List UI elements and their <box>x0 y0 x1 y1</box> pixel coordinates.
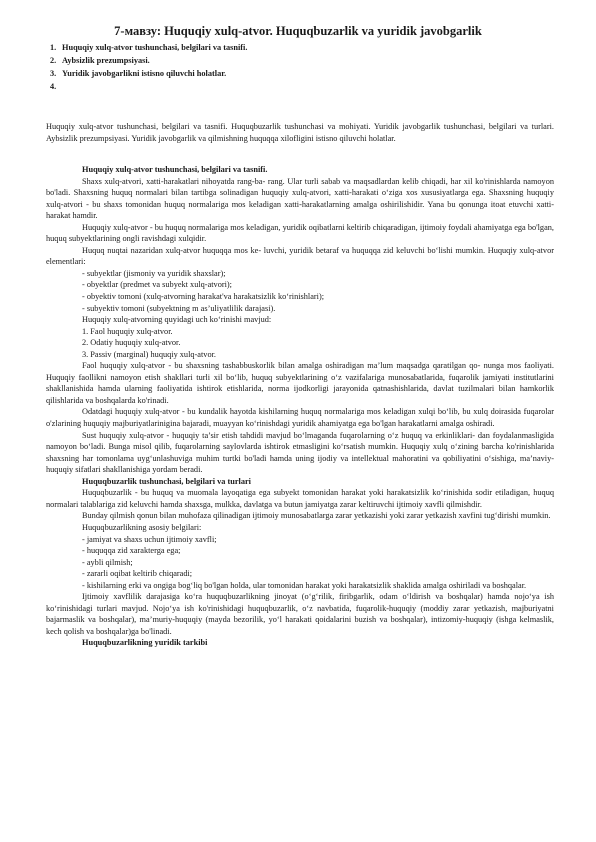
page-title: 7-мавзу: Huquqiy xulq-atvor. Huquqbuzarlik va yuridik javobgarlik <box>114 24 482 38</box>
topic-outline <box>50 41 247 93</box>
list-item: - aybli qilmish; <box>82 557 133 567</box>
section-heading: Huquqiy xulq-atvor tushunchasi, belgilari va tasnifi. <box>82 165 268 174</box>
list-item: - zararli oqibat keltirib chiqaradi; <box>82 569 193 579</box>
outline-item: 4. <box>50 82 57 91</box>
outline-item: 1. Huquqiy xulq-atvor tushunchasi, belgilari va tasnifi. <box>50 43 248 52</box>
list-item: - jamiyat va shaxs uchun ijtimoiy xavfli; <box>82 534 217 544</box>
list-item: 2. Odatiy huquqiy xulq-atvor. <box>82 338 181 348</box>
paragraph: Shaxs xulq-atvori, xatti-harakatlari nihoyatda rang-ba- rang. Ular turli sabab va maqsadlardan kelib chiqadi, har xil ko'rinishlarda namoyon bo'ladi. Shaxsning huquq normalari bilan tartibga solinadigan huquqiy xulq-atvori, xatti-harakati o‘ziga xos xususiyatlarga ega. Shaxsning huquqiy xulq-atvori - bu shaxs tomonidan huquq normalariga mos keladigan xatti-harakatlarning amalga oshirilishidir. Yana bu qonunga itoat etuvchi xatti-harakat hamdir. <box>46 176 554 221</box>
intro-block <box>46 121 554 144</box>
paragraph: Faol huquqiy xulq-atvor - bu shaxsning tashabbuskorlik bilan amalga oshiradigan ma’lum maqsadga qaratilgan qo- nunga mos faoliyati. Huquqiy faollikni namoyon etish shakllari turli xil bo‘lib, huquq subyektlarining o‘z vazifalariga munosabatlarida, fuqarolik jamiyati institutlarini shakllanishida hamda ularning faoliyatida ishtirok etishlarida, norma ijodkorligi jarayonida qatnashishlarida, davlat tuzilmalari bilan hamkorlik qilishlarida va boshqalarda ko'rinadi. <box>46 361 554 405</box>
list-item: - kishilarning erki va ongiga bog‘liq bo'lgan holda, ular tomonidan harakat yoki harakatsizlik shaklida amalga oshiriladi va boshqalar. <box>82 580 527 590</box>
outline-item: 3. Yuridik javobgarlikni istisno qiluvchi holatlar. <box>50 69 227 78</box>
paragraph: Huquqbuzarlik - bu huquq va muomala layoqatiga ega subyekt tomonidan harakat yoki harakatsizlik ko‘rinishida sodir etiladigan, huquq normalari talablariga zid keluvchi hamda shaxsga, mulkka, davlatga va butun jamiyatga zarar keltiruvchi ijtimoiy xavfli qilmishdir. <box>46 488 554 509</box>
section-heading: Huquqbuzarlik tushunchasi, belgilari va turlari <box>82 476 251 486</box>
paragraph: Sust huquqiy xulq-atvor - huquqiy ta’sir etish tahdidi mavjud bo‘lmaganda fuqarolarning o‘z huquq va erkinliklari- dan foydalanmasligida namoyon bo‘ladi. Bunga misol qilib, fuqarolarning saylovlarda ishtirok etmasligini ko‘rsatish mumkin. Huquqiy xulq o‘zining barcha ko'rinishlarida shaxsning har tomonlama uyg‘unlashuviga muhim turtki bo'ladi hamda uning ijodiy va intellektual mahoratini va qobiliyatini o‘sishiga, ma’naviy-huquqiy sifatlari shakllanishiga yordam beradi. <box>46 430 554 475</box>
section-heading: Huquqbuzarlikning yuridik tarkibi <box>82 638 208 648</box>
intro-paragraph: Huquqiy xulq-atvor tushunchasi, belgilari va tasnifi. Huquqbuzarlik tushunchasi va mohiyati. Yuridik javobgarlik tushunchasi, belgilari va turlari. Aybsizlik prezumpsiyasi. Yuridik javobgarlik va qilmishning huquqqa xilofligini istisno qiluvchi holatlar. <box>46 122 554 143</box>
paragraph: Huquq nuqtai nazaridan xulq-atvor huquqqa mos ke- luvchi, yuridik betaraf va huquqqa zid keluvchi bo‘lishi mumkin. Huquqiy xulq-atvor elementlari: <box>46 245 554 267</box>
list-item: - subyektlar (jismoniy va yuridik shaxslar); <box>82 268 226 278</box>
paragraph: Bunday qilmish qonun bilan muhofaza qilinadigan ijtimoiy munosabatlarga zarar yetkazishi yoki zarar yetkazish xavfini tug‘dirishi mumkin. <box>82 511 551 521</box>
list-item: 1. Faol huquqiy xulq-atvor. <box>82 326 173 336</box>
list-item: - subyektiv tomoni (subyektning m as’uliyatlilik darajasi). <box>82 303 276 313</box>
paragraph: Ijtimoiy xavflilik darajasiga ko‘ra huquqbuzarlikning jinoyat (o‘g‘rilik, firibgarlik, odam o‘ldirish va boshqalar) hamda nojo‘ya ish ko‘rinishidagi turlari mavjud. Nojo‘ya ish ko'rinishidagi huquqbuzarlik, o‘z navbatida, fuqarolik-huquqiy (moddiy zarar yetkazish, majburiyatni bajarmaslik va boshqalar), ma’muriy-huquqiy (mayda bezorilik, yo‘l harakati qoidalarini buzish va boshqalar), intizomiy-huquqiy (ishga kelmaslik, kech qolish va boshqalar)ga bo'linadi. <box>46 592 554 636</box>
paragraph: Huquqbuzarlikning asosiy belgilari: <box>82 522 202 532</box>
paragraph: Huquqiy xulq-atvor - bu huquq normalariga mos keladigan, yuridik oqibatlarni keltirib chiqaradigan, ijtimoiy foydali ahamiyatga ega bo'lgan, huquq subyektlarining ongli ravishdagi xulqidir. <box>46 222 554 244</box>
paragraph: Odatdagi huquqiy xulq-atvor - bu kundalik hayotda kishilarning huquq normalariga mos keladigan xulqi bo‘lib, bu xulq doirasida fuqarolar o'zlarining huquqiy majburiyatlarinigina bajaradi, muayyan ko‘rinishdagi yuridik ahamiyatga ega bo'lgan harakatlarni amalga oshiradi. <box>46 407 554 429</box>
list-item: - obyektlar (predmet va subyekt xulq-atvori); <box>82 280 232 290</box>
main-content <box>46 164 554 649</box>
outline-item: 2. Aybsizlik prezumpsiyasi. <box>50 56 150 65</box>
list-item: - huquqqa zid xarakterga ega; <box>82 546 181 556</box>
list-item: 3. Passiv (marginal) huquqiy xulq-atvor. <box>82 349 216 359</box>
list-item: - obyektiv tomoni (xulq-atvorning harakat'va harakatsizlik ko‘rinishlari); <box>82 292 325 302</box>
paragraph: Huquqiy xulq-atvorning quyidagi uch ko‘rinishi mavjud: <box>82 315 272 325</box>
